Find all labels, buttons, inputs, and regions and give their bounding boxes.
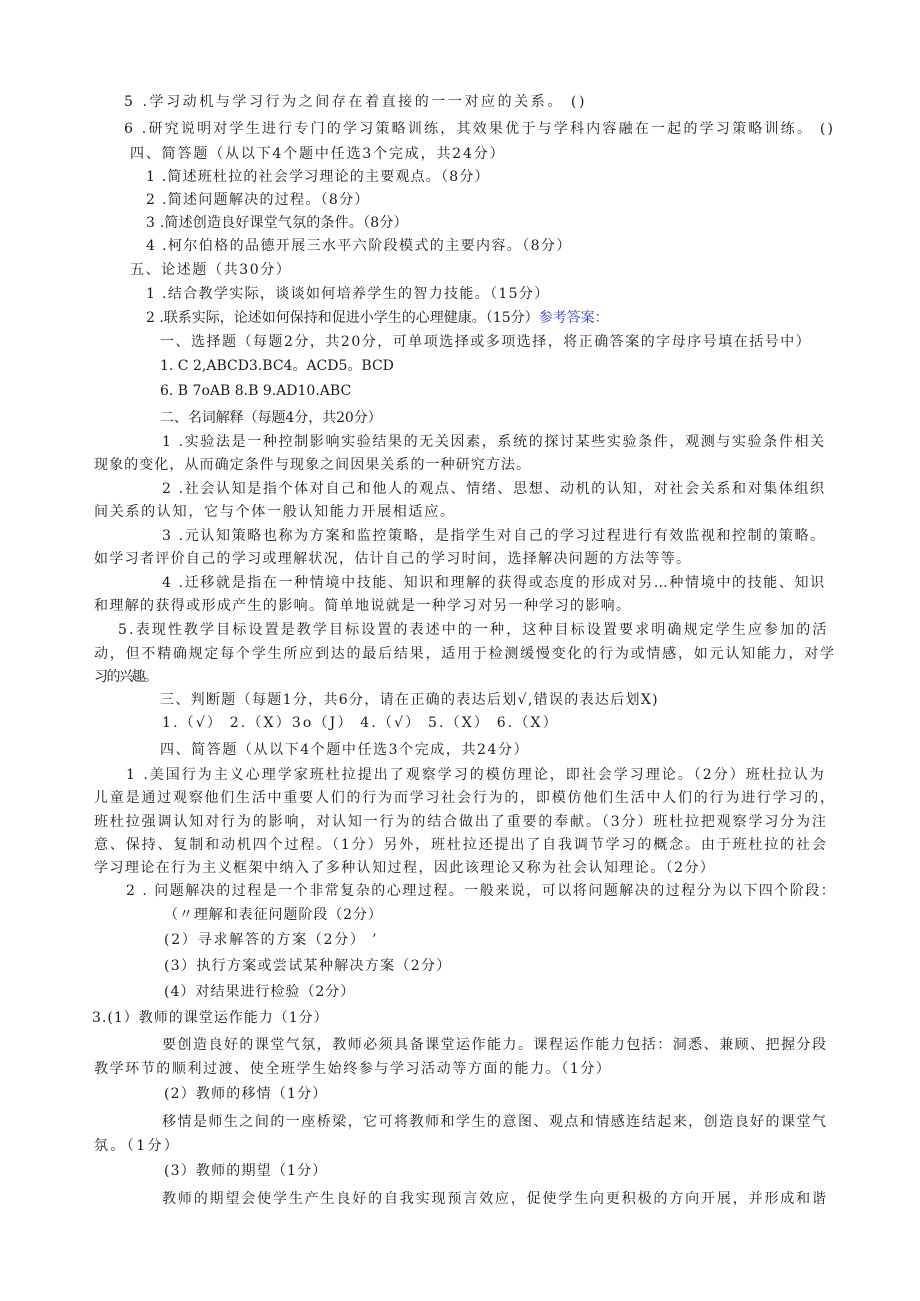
def3-line2: 如学习者评价自己的学习或理解状况，估计自己的学习时间，选择解决问题的方法等等。 <box>94 551 692 567</box>
answer-key-heading: 参考答案： <box>538 310 609 326</box>
def2-line2: 间关系的认知，它与个体一般认知能力开展相适应。 <box>94 504 456 520</box>
ans4-3-p3-line1: 教师的期望会使学生产生良好的自我实现预言效应，促使学生向更积极的方向开展，并形成和谐 <box>162 1191 828 1207</box>
q4-4-line: 4 .柯尔伯格的品德开展三水平六阶段模式的主要内容。（8分） <box>146 238 572 254</box>
section4-heading: 四、简答题（从以下4个题中任选3个完成，共24分） <box>130 146 506 162</box>
def1-line2: 现象的变化，从而确定条件与现象之间因果关系的一种研究方法。 <box>94 457 532 473</box>
def4-line2: 和理解的获得或形成产生的影响。简单地说就是一种学习对另一种学习的影响。 <box>94 598 632 614</box>
def5-line1: 5.表现性教学目标设置是教学目标设置的表述中的一种，这种目标设置要求明确规定学生应参加的活 <box>118 622 829 638</box>
q5-2-line <box>146 308 609 328</box>
ans4-1-line5: 学习理论在行为主义框架中纳入了多种认知过程，因此该理论又称为社会认知理论。（2分） <box>94 860 716 876</box>
def4-line1: 4 .迁移就是指在一种情境中技能、知识和理解的获得或态度的形成对另…种情境中的技能、知识 <box>162 575 826 591</box>
ans4-3-p2-line2: 氛。（1分） <box>94 1138 181 1154</box>
ans4-2-step2: (2）寻求解答的方案（2分） ’ <box>164 932 379 948</box>
ans4-1-line1: 1 .美国行为主义心理学家班杜拉提出了观察学习的模仿理论，即社会学习理论。（2分）班杜拉认为 <box>126 767 826 783</box>
ans4-2-step4: (4）对结果进行检验（2分） <box>164 984 356 1000</box>
q6-line: 6 .研究说明对学生进行专门的学习策略训练，其效果优于与学科内容融在一起的学习策略训练。 () <box>124 121 836 137</box>
def5-line2: 动，但不精确规定每个学生所应到达的最后结果，适用于检测缓慢变化的行为或情感，如元认知能力，对学 <box>94 646 836 662</box>
ans4-3-p1-line2: 教学环节的顺利过渡、使全班学生始终参与学习活动等方面的能力。（1分） <box>94 1061 612 1077</box>
q4-1-line: 1 .简述班杜拉的社会学习理论的主要观点。（8分） <box>146 169 490 185</box>
answer-sec1-row2: 6. B 7oAB 8.B 9.AD10.ABC <box>160 383 352 399</box>
ans4-1-line2: 儿童是通过观察他们生活中重要人们的行为而学习社会行为的，即模仿他们生活中人们的行为进行学习的， <box>94 790 836 806</box>
ans4-2-line1: 2 . 问题解决的过程是一个非常复杂的心理过程。一般来说，可以将问题解决的过程分为以下四个阶段： <box>126 883 837 899</box>
answer-sec1-heading: 一、选择题（每题2分，共20分，可单项选择或多项选择，将正确答案的字母序号填在括号中） <box>160 334 812 350</box>
answer-sec2-heading: 二、名词解释（每题4分，共20分） <box>160 410 382 426</box>
def5-line3: 习的兴趣。 <box>94 669 157 685</box>
q5-1-line: 1 .结合教学实际，谈谈如何培养学生的智力技能。（15分） <box>146 286 550 302</box>
q5-line: 5 .学习动机与学习行为之间存在着直接的一一对应的关系。 () <box>124 94 588 110</box>
ans4-3-p2-line1: 移情是师生之间的一座桥梁，它可将教师和学生的意图、观点和情感连结起来，创造良好的课堂气 <box>162 1114 828 1130</box>
answer-sec4-heading: 四、简答题（从以下4个题中任选3个完成，共24分） <box>160 742 530 758</box>
ans4-3-heading: 3.(1）教师的课堂运作能力（1分） <box>92 1010 329 1026</box>
q4-3-line: 3 .简述创造良好课堂气氛的条件。（8分） <box>146 215 408 231</box>
ans4-3-sub3: (3）教师的期望（1分） <box>164 1163 328 1179</box>
ans4-2-step3: (3）执行方案或尝试某种解决方案（2分） <box>164 958 452 974</box>
def1-line1: 1 .实验法是一种控制影响实验结果的无关因素，系统的探讨某些实验条件，观测与实验条件相关 <box>162 434 826 450</box>
answer-sec1-row1: 1. C 2,ABCD3.BC4。ACD5。BCD <box>160 358 394 374</box>
answer-sec3-heading: 三、判断题（每题1分，共6分，请在正确的表达后划√,错误的表达后划X) <box>160 692 659 708</box>
q4-2-line: 2 .简述问题解决的过程。（8分） <box>146 192 370 208</box>
ans4-2-step1: （〃理解和表征问题阶段（2分） <box>164 907 383 923</box>
q5-2-text: 2 .联系实际，论述如何保持和促进小学生的心理健康。（15分） <box>146 310 539 326</box>
ans4-3-sub2: (2）教师的移情（1分） <box>164 1086 328 1102</box>
ans4-3-p1-line1: 要创造良好的课堂气氛，教师必须具备课堂运作能力。课程运作能力包括：洞悉、兼顾、把握分段 <box>162 1037 828 1053</box>
ans4-1-line4: 意、保持、复制和动机四个过程。（1分）另外，班杜拉还提出了自我调节学习的概念。由于班杜拉的社会 <box>94 837 828 853</box>
ans4-1-line3: 班杜拉强调认知对行为的影响，对认知一行为的结合做出了重要的奉献。（3分）班杜拉把观察学习分为注 <box>94 814 828 830</box>
def2-line1: 2 .社会认知是指个体对自己和他人的观点、情绪、思想、动机的认知，对社会关系和对集体组织 <box>162 481 826 497</box>
answer-sec3-row: 1.（√） 2.（X）3o（J） 4.（√） 5.（X） 6.（X） <box>162 715 559 731</box>
section5-heading: 五、论述题（共30分） <box>130 262 292 278</box>
def3-line1: 3 .元认知策略也称为方案和监控策略，是指学生对自己的学习过程进行有效监视和控制的策略。 <box>162 528 826 544</box>
